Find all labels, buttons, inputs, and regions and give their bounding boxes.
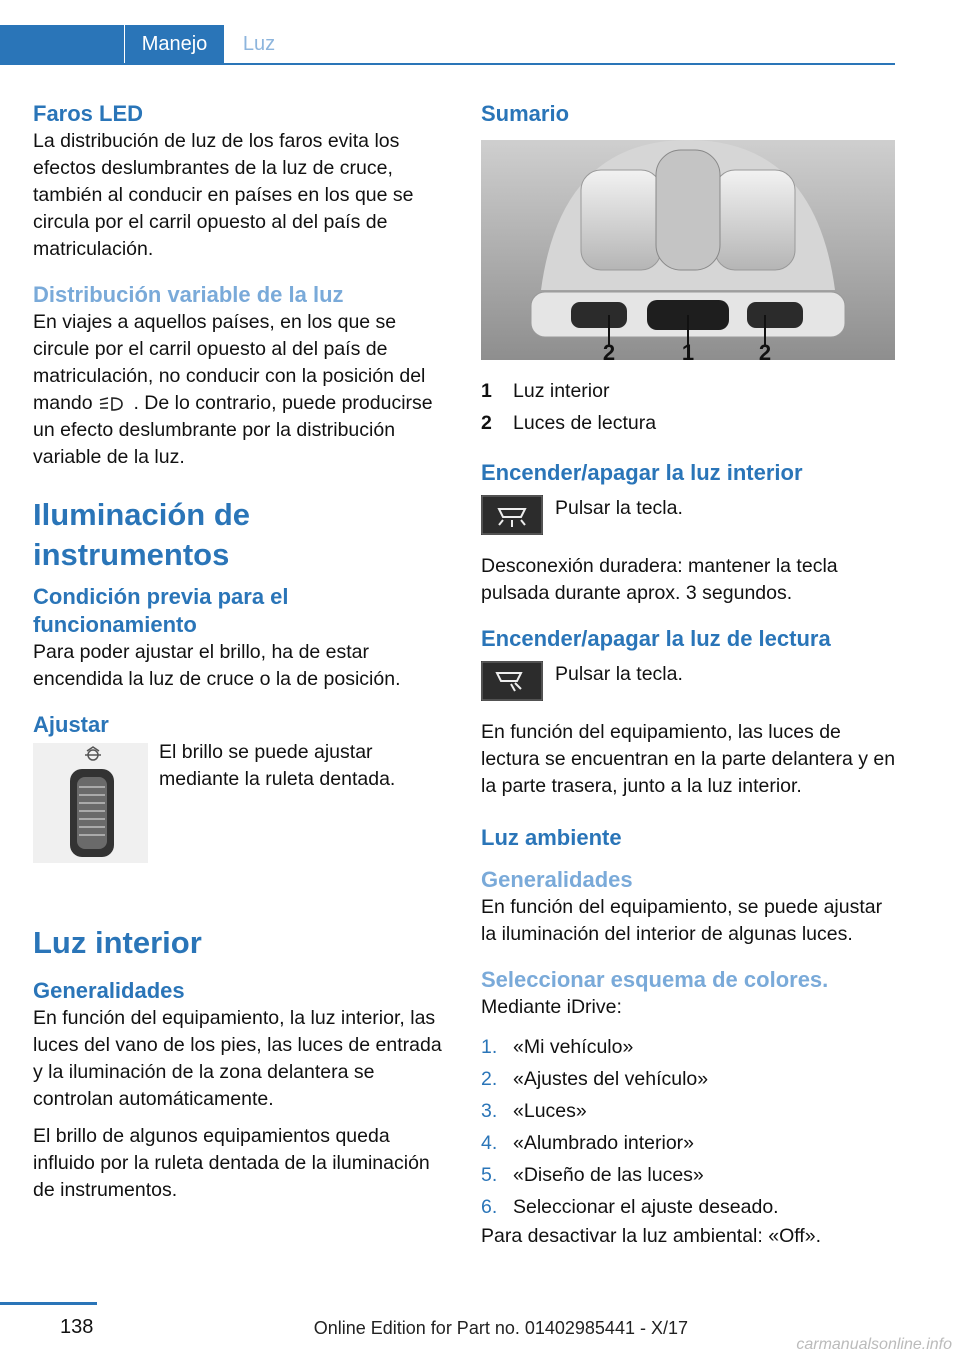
- tab-manejo[interactable]: Manejo: [124, 25, 224, 63]
- encender-interior-text: Pulsar la tecla.: [555, 497, 683, 519]
- distribucion-heading: Distribución variable de la luz: [33, 282, 344, 307]
- condicion-heading: Condición previa para el funcionamiento: [33, 584, 289, 637]
- interior-light-panel-image: [481, 140, 895, 360]
- list-item: 1. «Mi vehículo»: [481, 1036, 634, 1058]
- tab-luz[interactable]: Luz: [242, 33, 276, 55]
- left-column: [33, 100, 448, 1214]
- off-text: Para desactivar la luz ambiental: «Off».: [481, 1225, 821, 1247]
- ajustar-figure-row: [33, 739, 448, 909]
- faros-led-heading: Faros LED: [33, 101, 144, 126]
- legend-item: [481, 407, 897, 439]
- figure-label-center: 1: [681, 340, 695, 360]
- generalidades-text-2: El brillo de algunos equipamientos queda influido por la ruleta dentada de la iluminación de instrumentos.: [33, 1125, 430, 1201]
- legend-number: 2: [481, 412, 492, 434]
- idrive-text: Mediante iDrive:: [481, 996, 622, 1018]
- idrive-steps-list: [481, 1031, 897, 1223]
- list-item: 3. «Luces»: [481, 1100, 587, 1122]
- figure-label-right: 2: [758, 340, 772, 360]
- luz-ambiente-heading: Luz ambiente: [481, 825, 622, 850]
- list-item: 6. Seleccionar el ajuste deseado.: [481, 1196, 779, 1218]
- ajustar-heading: Ajustar: [33, 712, 109, 737]
- legend-item: [481, 375, 897, 407]
- encender-lectura-text: Pulsar la tecla.: [555, 663, 683, 685]
- ambiente-generalidades-heading: Generalidades: [481, 867, 633, 892]
- watermark-text: carmanualsonline.info: [796, 1336, 952, 1353]
- ajustar-text: El brillo se puede ajustar mediante la ruleta dentada.: [159, 741, 396, 790]
- encender-interior-heading: Encender/apagar la luz interior: [481, 460, 803, 485]
- legend-number: 1: [481, 380, 492, 402]
- distribucion-text: En viajes a aquellos países, en los que se circule por el carril opuesto al del país de matriculación, no conducir con la posición del mando . De lo contrario, puede producirse un efecto deslumbrante por la distribución variable de la luz.: [33, 311, 433, 468]
- list-item: 4. «Alumbrado interior»: [481, 1132, 695, 1154]
- list-item: 2. «Ajustes del vehículo»: [481, 1068, 709, 1090]
- page-number: 138: [60, 1316, 94, 1338]
- interior-light-button-icon: [481, 495, 543, 535]
- condicion-text: Para poder ajustar el brillo, ha de estar encendida la luz de cruce o la de posición.: [33, 641, 401, 690]
- headlight-switch-icon: [98, 394, 128, 414]
- sumario-heading: Sumario: [481, 101, 570, 126]
- lectura-info-text: En función del equipamiento, las luces de lectura se encuentran en la parte delantera y en la parte trasera, junto a la luz interior.: [481, 721, 896, 797]
- figure-label-left: 2: [602, 340, 616, 360]
- right-column: [481, 100, 897, 1260]
- ambiente-generalidades-text: En función del equipamiento, se puede ajustar la iluminación del interior de algunas luces.: [481, 896, 883, 945]
- generalidades-text-1: En función del equipamiento, la luz interior, las luces del vano de los pies, las luces de entrada y la iluminación de la zona delantera se controlan automáticamente.: [33, 1007, 442, 1110]
- header-tabs: [0, 25, 895, 65]
- list-item: 5. «Diseño de las luces»: [481, 1164, 704, 1186]
- reading-light-button-icon: [481, 661, 543, 701]
- encender-lectura-heading: Encender/apagar la luz de lectura: [481, 626, 831, 651]
- faros-led-text: La distribución de luz de los faros evita los efectos deslumbrantes de la luz de cruce, también al conducir en países en los que se circula por el carril opuesto al del país de matriculación.: [33, 130, 414, 260]
- luz-interior-heading: Luz interior: [33, 925, 202, 960]
- desconexion-text: Desconexión duradera: mantener la tecla pulsada durante aprox. 3 segundos.: [481, 555, 838, 604]
- header-tab-spacer: [0, 25, 124, 63]
- esquema-colores-heading: Seleccionar esquema de colores.: [481, 967, 829, 992]
- legend-text: Luz interior: [513, 380, 610, 402]
- footer-accent-bar: [0, 1302, 97, 1305]
- reading-light-key-row: [481, 661, 897, 709]
- edition-text: Online Edition for Part no. 01402985441 - X/17: [313, 1318, 688, 1338]
- instrumentos-heading: Iluminación de instrumentos: [33, 497, 251, 572]
- generalidades-heading: Generalidades: [33, 978, 185, 1003]
- legend-text: Luces de lectura: [513, 412, 657, 434]
- interior-light-key-row: [481, 495, 897, 543]
- dimmer-wheel-image: [33, 743, 148, 863]
